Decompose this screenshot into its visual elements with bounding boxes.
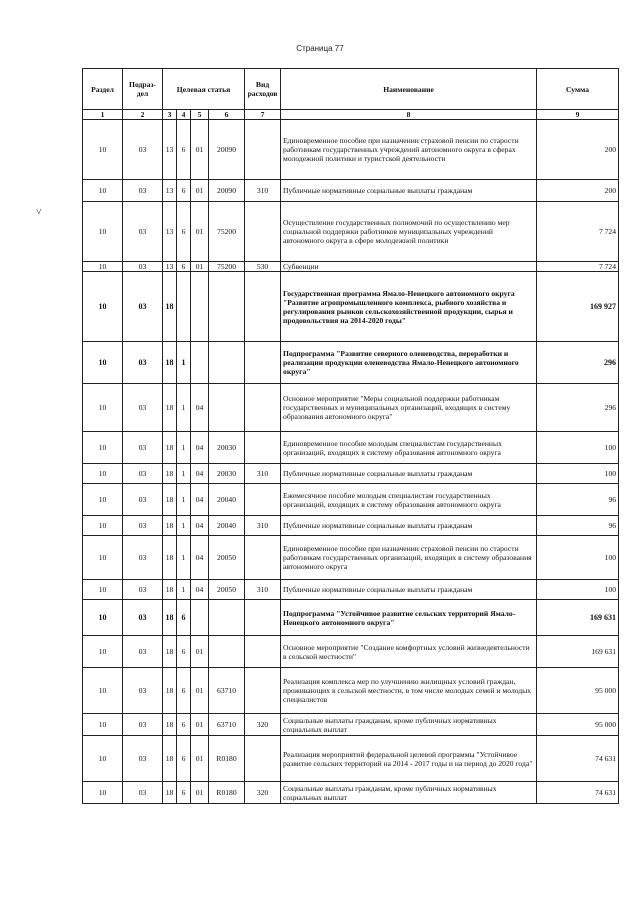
cell-c3: 13 xyxy=(163,202,177,262)
cell-p: 03 xyxy=(123,384,163,432)
cell-c4: 1 xyxy=(177,484,191,516)
cell-p: 03 xyxy=(123,342,163,384)
cell-c4: 1 xyxy=(177,342,191,384)
cell-r: 10 xyxy=(83,600,123,636)
column-number: 7 xyxy=(245,110,281,120)
cell-sum: 100 xyxy=(537,536,619,580)
cell-c3: 18 xyxy=(163,782,177,804)
column-number: 4 xyxy=(177,110,191,120)
cell-vid: 310 xyxy=(245,516,281,536)
cell-sum: 100 xyxy=(537,464,619,484)
cell-name: Социальные выплаты гражданам, кроме публичных нормативных социальных выплат xyxy=(281,714,537,736)
cell-name: Единовременное пособие молодым специалистам государственных организаций, входящих в систему образования автономного округа xyxy=(281,432,537,464)
cell-sum: 169 631 xyxy=(537,636,619,668)
cell-name: Государственная программа Ямало-Ненецкого автономного округа "Развитие агропромышленного комплекса, рыбного хозяйства и регулирования рынков сельскохозяйственной продукции, сырья и продовольствия на 2014-2020 годы" xyxy=(281,272,537,342)
cell-c6: 20030 xyxy=(209,464,245,484)
table-row xyxy=(83,536,619,580)
column-number: 3 xyxy=(163,110,177,120)
cell-c6: 20040 xyxy=(209,484,245,516)
cell-c5: 01 xyxy=(191,262,209,272)
cell-vid xyxy=(245,342,281,384)
cell-r: 10 xyxy=(83,464,123,484)
cell-r: 10 xyxy=(83,636,123,668)
cell-c5: 04 xyxy=(191,432,209,464)
cell-c5: 04 xyxy=(191,516,209,536)
cell-c3: 18 xyxy=(163,536,177,580)
cell-r: 10 xyxy=(83,384,123,432)
cell-p: 03 xyxy=(123,536,163,580)
cell-sum: 74 631 xyxy=(537,782,619,804)
table-row xyxy=(83,782,619,804)
table-row xyxy=(83,262,619,272)
cell-p: 03 xyxy=(123,262,163,272)
cell-name: Субвенции xyxy=(281,262,537,272)
cell-r: 10 xyxy=(83,668,123,714)
cell-c3: 18 xyxy=(163,600,177,636)
cell-name: Единовременное пособие при назначении страховой пенсии по старости работникам государственных организаций, входящих в систему образования автономного округа xyxy=(281,536,537,580)
cell-sum: 74 631 xyxy=(537,736,619,782)
cell-sum: 100 xyxy=(537,432,619,464)
cell-r: 10 xyxy=(83,180,123,202)
cell-c5: 01 xyxy=(191,714,209,736)
cell-c3: 18 xyxy=(163,516,177,536)
cell-p: 03 xyxy=(123,464,163,484)
cell-c6: 75200 xyxy=(209,262,245,272)
column-number: 2 xyxy=(123,110,163,120)
cell-c3: 13 xyxy=(163,120,177,180)
cell-vid xyxy=(245,668,281,714)
header-naimenovanie: Наименование xyxy=(281,69,537,110)
cell-c5 xyxy=(191,342,209,384)
cell-c3: 18 xyxy=(163,384,177,432)
cell-c4: 6 xyxy=(177,736,191,782)
cell-c4: 6 xyxy=(177,636,191,668)
cell-c5 xyxy=(191,600,209,636)
table-row xyxy=(83,432,619,464)
cell-p: 03 xyxy=(123,636,163,668)
cell-c6: 20050 xyxy=(209,580,245,600)
cell-c4: 1 xyxy=(177,536,191,580)
cell-c3: 18 xyxy=(163,464,177,484)
cell-p: 03 xyxy=(123,202,163,262)
cell-vid xyxy=(245,432,281,464)
cell-vid: 310 xyxy=(245,180,281,202)
cell-r: 10 xyxy=(83,580,123,600)
header-podrazdel: Подраз- дел xyxy=(123,69,163,110)
cell-r: 10 xyxy=(83,262,123,272)
cell-c4: 1 xyxy=(177,464,191,484)
cell-c4: 6 xyxy=(177,202,191,262)
cell-vid xyxy=(245,484,281,516)
cell-name: Публичные нормативные социальные выплаты гражданам xyxy=(281,516,537,536)
cell-c3: 18 xyxy=(163,272,177,342)
cell-c5 xyxy=(191,272,209,342)
cell-c5: 01 xyxy=(191,736,209,782)
table-row xyxy=(83,736,619,782)
cell-p: 03 xyxy=(123,668,163,714)
table-row xyxy=(83,384,619,432)
column-number: 6 xyxy=(209,110,245,120)
cell-c4: 6 xyxy=(177,120,191,180)
cell-p: 03 xyxy=(123,580,163,600)
cell-c4: 6 xyxy=(177,668,191,714)
header-summa: Сумма xyxy=(537,69,619,110)
cell-r: 10 xyxy=(83,120,123,180)
cell-c3: 13 xyxy=(163,262,177,272)
cell-c5: 01 xyxy=(191,668,209,714)
cell-c3: 13 xyxy=(163,180,177,202)
cell-vid xyxy=(245,202,281,262)
cell-c6 xyxy=(209,342,245,384)
cell-sum: 95 000 xyxy=(537,714,619,736)
cell-vid xyxy=(245,120,281,180)
cell-c5: 01 xyxy=(191,636,209,668)
cell-c4 xyxy=(177,272,191,342)
column-number: 9 xyxy=(537,110,619,120)
cell-sum: 200 xyxy=(537,180,619,202)
cell-p: 03 xyxy=(123,736,163,782)
cell-name: Ежемесячное пособие молодым специалистам государственных организаций, входящих в систему образования автономного округа xyxy=(281,484,537,516)
cell-c3: 18 xyxy=(163,668,177,714)
cell-name: Подпрограмма "Устойчивое развитие сельских территорий Ямало-Ненецкого автономного округа" xyxy=(281,600,537,636)
table-row xyxy=(83,580,619,600)
table-row xyxy=(83,342,619,384)
cell-vid: 310 xyxy=(245,580,281,600)
cell-sum: 296 xyxy=(537,342,619,384)
cell-c3: 18 xyxy=(163,636,177,668)
cell-sum: 95 000 xyxy=(537,668,619,714)
cell-r: 10 xyxy=(83,342,123,384)
cell-c6: 75200 xyxy=(209,202,245,262)
cell-c5: 04 xyxy=(191,536,209,580)
cell-name: Публичные нормативные социальные выплаты гражданам xyxy=(281,464,537,484)
cell-name: Единовременное пособие при назначении страховой пенсии по старости работникам государственных учреждений автономного округа в сферах молодежной политики и туристской деятельности xyxy=(281,120,537,180)
table-row xyxy=(83,464,619,484)
cell-vid: 320 xyxy=(245,714,281,736)
cell-c6: 20050 xyxy=(209,536,245,580)
cell-p: 03 xyxy=(123,516,163,536)
cell-p: 03 xyxy=(123,484,163,516)
table-row xyxy=(83,714,619,736)
cell-r: 10 xyxy=(83,714,123,736)
cell-c5: 04 xyxy=(191,384,209,432)
cell-c6: 20090 xyxy=(209,180,245,202)
cell-r: 10 xyxy=(83,536,123,580)
cell-c5: 01 xyxy=(191,180,209,202)
cell-c4: 6 xyxy=(177,180,191,202)
cell-c6: R0180 xyxy=(209,782,245,804)
budget-table xyxy=(82,68,619,804)
cell-vid: 310 xyxy=(245,464,281,484)
table-row xyxy=(83,180,619,202)
table-row xyxy=(83,272,619,342)
header-vid-rashodov: Вид расходов xyxy=(245,69,281,110)
cell-sum: 200 xyxy=(537,120,619,180)
cell-sum: 296 xyxy=(537,384,619,432)
cell-c6: 63710 xyxy=(209,668,245,714)
cell-c5: 04 xyxy=(191,580,209,600)
cell-vid xyxy=(245,636,281,668)
cell-c3: 18 xyxy=(163,432,177,464)
cell-name: Реализация комплекса мер по улучшению жилищных условий граждан, проживающих в сельской местности, в том числе молодых семей и молодых специалистов xyxy=(281,668,537,714)
column-number: 5 xyxy=(191,110,209,120)
cell-c4: 6 xyxy=(177,600,191,636)
cell-p: 03 xyxy=(123,714,163,736)
column-number: 1 xyxy=(83,110,123,120)
cell-sum: 96 xyxy=(537,484,619,516)
cell-c6 xyxy=(209,636,245,668)
header-razdel: Раздел xyxy=(83,69,123,110)
cell-c6 xyxy=(209,272,245,342)
cell-r: 10 xyxy=(83,202,123,262)
cell-c5: 01 xyxy=(191,782,209,804)
cell-name: Подпрограмма "Развитие северного оленеводства, переработки и реализации продукции оленеводства Ямало-Ненецкого автономного округа" xyxy=(281,342,537,384)
cell-c3: 18 xyxy=(163,714,177,736)
cell-c5: 01 xyxy=(191,120,209,180)
cell-p: 03 xyxy=(123,120,163,180)
cell-c6: 63710 xyxy=(209,714,245,736)
cell-sum: 169 631 xyxy=(537,600,619,636)
cell-sum: 100 xyxy=(537,580,619,600)
cell-c5: 04 xyxy=(191,464,209,484)
cell-p: 03 xyxy=(123,600,163,636)
cell-c4: 1 xyxy=(177,384,191,432)
cell-c6: R0180 xyxy=(209,736,245,782)
table-row xyxy=(83,484,619,516)
cell-r: 10 xyxy=(83,736,123,782)
cell-c3: 18 xyxy=(163,342,177,384)
cell-vid: 320 xyxy=(245,782,281,804)
cell-c6 xyxy=(209,600,245,636)
cell-p: 03 xyxy=(123,782,163,804)
cell-sum: 169 927 xyxy=(537,272,619,342)
cell-vid xyxy=(245,736,281,782)
table-row xyxy=(83,120,619,180)
cell-r: 10 xyxy=(83,516,123,536)
cell-c5: 01 xyxy=(191,202,209,262)
cell-c6: 20090 xyxy=(209,120,245,180)
cell-p: 03 xyxy=(123,180,163,202)
cell-name: Социальные выплаты гражданам, кроме публичных нормативных социальных выплат xyxy=(281,782,537,804)
cell-c4: 1 xyxy=(177,580,191,600)
table-row xyxy=(83,600,619,636)
cell-r: 10 xyxy=(83,272,123,342)
cell-c4: 1 xyxy=(177,516,191,536)
header-celevaya-statya: Целевая статья xyxy=(163,69,245,110)
cell-sum: 7 724 xyxy=(537,262,619,272)
cell-r: 10 xyxy=(83,782,123,804)
cell-vid xyxy=(245,384,281,432)
cell-c4: 1 xyxy=(177,432,191,464)
cell-c4: 6 xyxy=(177,782,191,804)
table-row xyxy=(83,202,619,262)
cell-name: Осуществление государственных полномочий по осуществлению мер социальной поддержки работников муниципальных учреждений автономного округа в сфере молодежной политики xyxy=(281,202,537,262)
cell-vid xyxy=(245,600,281,636)
column-number: 8 xyxy=(281,110,537,120)
cell-c3: 18 xyxy=(163,580,177,600)
cell-r: 10 xyxy=(83,432,123,464)
cell-p: 03 xyxy=(123,432,163,464)
cell-c6: 20030 xyxy=(209,432,245,464)
cell-name: Основное мероприятие "Создание комфортных условий жизнедеятельности в сельской местности" xyxy=(281,636,537,668)
cell-vid xyxy=(245,272,281,342)
table-row xyxy=(83,516,619,536)
cell-name: Реализация мероприятий федеральной целевой программы "Устойчивое развитие сельских территорий на 2014 - 2017 годы и на период до 2020 года" xyxy=(281,736,537,782)
cell-name: Основное мероприятие "Меры социальной поддержки работникам государственных и муниципальных организаций, входящих в систему образования автономного округа" xyxy=(281,384,537,432)
cell-sum: 7 724 xyxy=(537,202,619,262)
cell-vid: 530 xyxy=(245,262,281,272)
cell-r: 10 xyxy=(83,484,123,516)
margin-mark: ˅ xyxy=(36,207,42,218)
page-number: Страница 77 xyxy=(296,44,344,53)
cell-c3: 18 xyxy=(163,736,177,782)
cell-c4: 6 xyxy=(177,714,191,736)
table-row xyxy=(83,668,619,714)
cell-sum: 96 xyxy=(537,516,619,536)
cell-c3: 18 xyxy=(163,484,177,516)
cell-c6 xyxy=(209,384,245,432)
table-row xyxy=(83,636,619,668)
cell-name: Публичные нормативные социальные выплаты гражданам xyxy=(281,580,537,600)
cell-name: Публичные нормативные социальные выплаты гражданам xyxy=(281,180,537,202)
cell-c4: 6 xyxy=(177,262,191,272)
cell-c5: 04 xyxy=(191,484,209,516)
cell-c6: 20040 xyxy=(209,516,245,536)
cell-vid xyxy=(245,536,281,580)
cell-p: 03 xyxy=(123,272,163,342)
